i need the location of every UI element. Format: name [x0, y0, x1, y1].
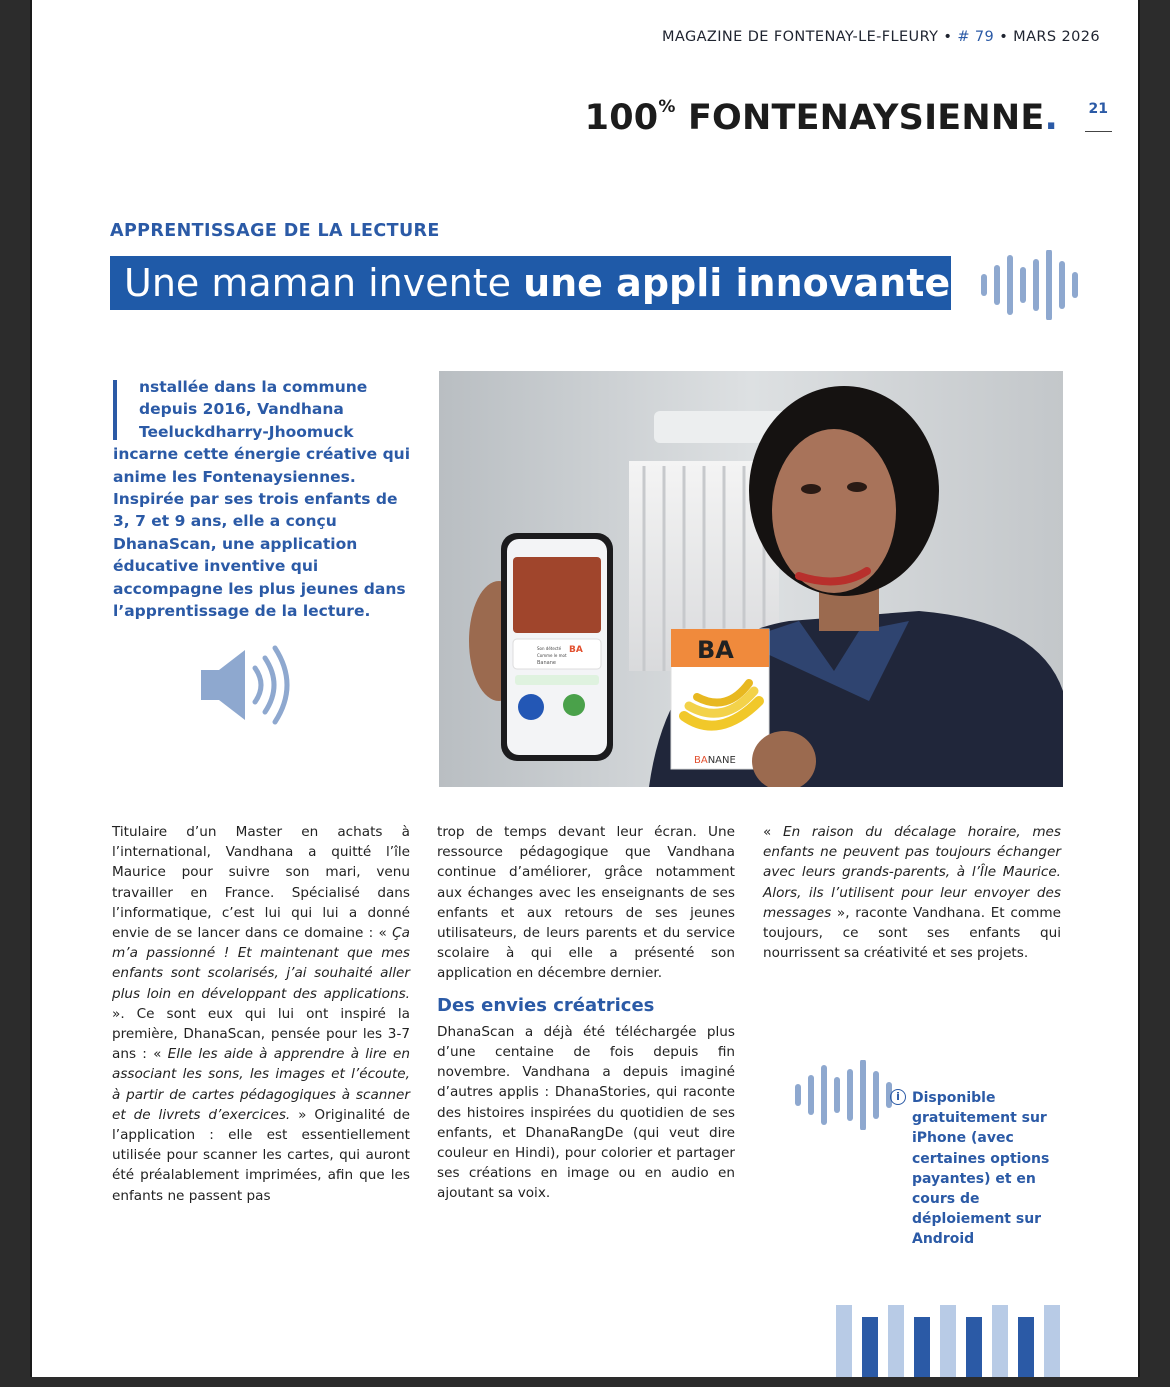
issue-number: # 79	[957, 29, 995, 45]
magazine-name: MAGAZINE DE FONTENAY-LE-FLEURY	[661, 29, 939, 45]
article-headline: Une maman invente une appli innovante	[110, 256, 951, 310]
card-word: BANANE	[694, 755, 736, 766]
issue-date: MARS 2026	[1013, 29, 1100, 45]
subheading: Des envies créatrices	[437, 994, 655, 1016]
article-column-2: trop de temps devant leur écran. Une ressource pédagogique que Vandhana continue d’améliorer, grâce notamment aux échanges avec les enseignants de ses enfants et aux retours de ses jeunes utilisateurs, de leurs parents et du service scolaire à qui elle a présenté son application en décembre dernier. Des envies créatrices DhanaScan a déjà été téléchargée plus d’une centaine de fois depuis fin novembre. Vandhana a depuis imaginé d’autres applis : DhanaStories, qui raconte des histoires inspirées du quotidien de ses enfants, et DhanaRangDe (qui veut dire couleur en Hindi), pour colorier et partager ses créations en image ou en audio en ajoutant sa voix.	[437, 824, 735, 1202]
section-title: 100% FONTENAYSIENNE.	[584, 97, 1058, 138]
photo-illustration	[439, 371, 1063, 787]
sound-wave-icon-small	[792, 1060, 898, 1130]
card-syllable: BA	[697, 636, 734, 664]
article-intro: nstallée dans la commune depuis 2016, Vandhana Teeluckdharry-Jhoomuck incarne cette énergie créative qui anime les Fontenaysiennes. Inspirée par ses trois enfants de 3, 7 et 9 ans, elle a conçu DhanaScan, une application éducative inventive qui accompagne les plus jeunes dans l’apprentissage de la lecture.	[113, 378, 411, 621]
article-column-3: « En raison du décalage horaire, mes enfants ne peuvent pas toujours échanger avec leurs grands-parents, à l’Île Maurice. Alors, ils l’utilisent pour leur envoyer des messages », raconte Vandhana. Et comme toujours, ce sont ses enfants qui nourrissent sa créativité et ses projets.	[763, 824, 1062, 962]
article-kicker: APPRENTISSAGE DE LA LECTURE	[110, 221, 440, 241]
decorative-bars	[836, 1305, 1066, 1377]
dropcap-i	[113, 380, 117, 440]
article-photo	[439, 371, 1063, 787]
issue-line: MAGAZINE DE FONTENAY-LE-FLEURY • # 79 • MARS 2026	[661, 29, 1100, 45]
magazine-page	[30, 0, 1140, 1377]
speaker-icon	[197, 640, 297, 730]
info-box: i Disponible gratuitement sur iPhone (avec certaines options payantes) et en cours de déploiement sur Android	[912, 1088, 1072, 1250]
phone-label-2: Comme le mot	[537, 653, 567, 658]
phone-syllable: BA	[569, 645, 583, 655]
phone-word: Banane	[537, 660, 556, 666]
info-icon: i	[890, 1089, 906, 1105]
sound-wave-icon	[978, 250, 1084, 320]
page-number: 21	[1085, 101, 1112, 132]
article-column-1: Titulaire d’un Master en achats à l’international, Vandhana a quitté l’île Maurice pour suivre son mari, venu travailler en France. Spécialisé dans l’informatique, c’est lui qui lui a donné envie de se lancer dans ce domaine : « Ça m’a passionné ! Et maintenant que mes enfants sont scolarisés, j’ai souhaité aller plus loin en développant des applications. ». Ce sont eux qui lui ont inspiré la première, DhanaScan, pensée pour les 3-7 ans : « Elle les aide à apprendre à lire en associant les sons, les images et l’écoute, à partir de cartes pédagogiques à scanner et de livrets d’exercices. » Originalité de l’application : elle est essentiellement utilisée pour scanner les cartes, qui auront été préalablement imprimées, afin que les enfants ne passent pas	[112, 824, 410, 1204]
phone-label-1: Son détecté	[537, 646, 562, 651]
